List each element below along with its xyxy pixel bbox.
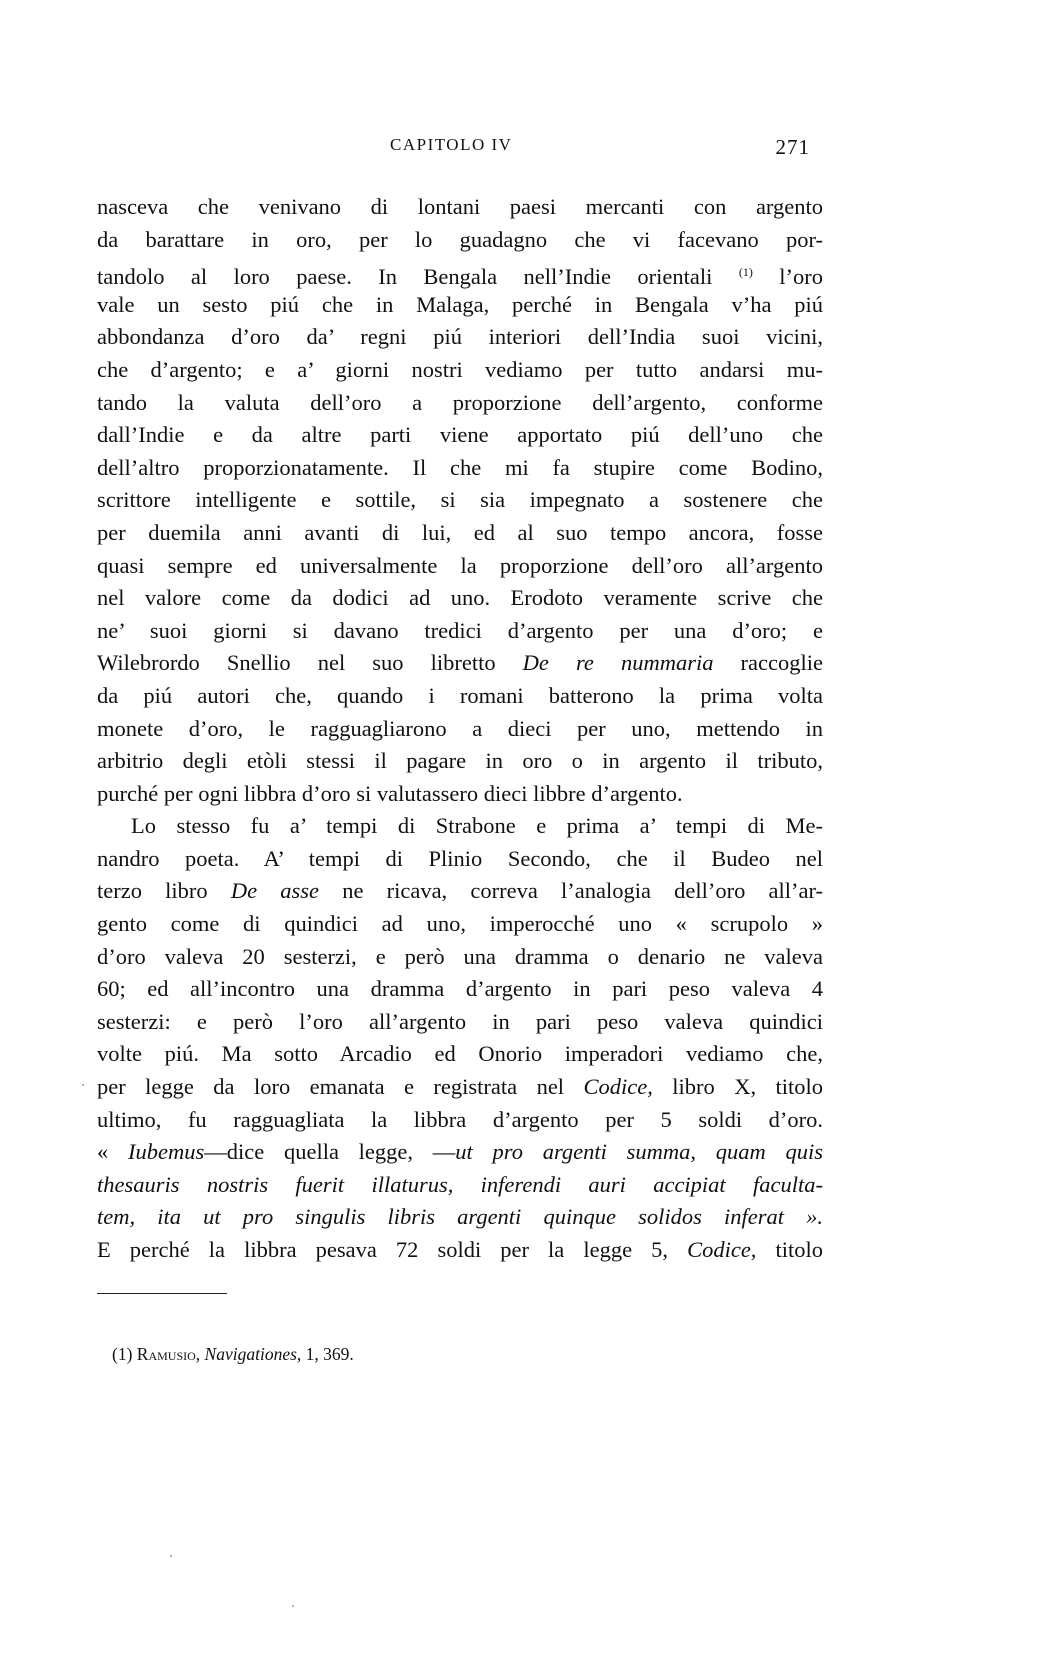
text-line xyxy=(97,647,823,680)
text-segment: titolo xyxy=(775,1237,824,1262)
text-line: ne’ suoi giorni si davano tredici d’argento per una d’oro; e xyxy=(97,617,823,643)
text-line: quasi sempre ed universalmente la proporzione dell’oro all’argento xyxy=(97,552,823,578)
text-line xyxy=(97,1136,823,1169)
text-segment: —dice quella legge, — xyxy=(204,1139,456,1165)
italic-title: Codice, xyxy=(583,1074,653,1100)
footnote-rule xyxy=(97,1293,227,1294)
text-line: 60; ed all’incontro una dramma d’argento in pari peso valeva 4 xyxy=(97,976,823,1002)
italic-title: Codice, xyxy=(687,1237,757,1262)
text-line: sesterzi: e però l’oro all’argento in pari peso valeva quindici xyxy=(97,1008,823,1034)
text-line: d’oro valeva 20 sesterzi, e però una dramma o denario ne valeva xyxy=(97,943,823,969)
text-line: dell’altro proporzionatamente. Il che mi fa stupire come Bodino, xyxy=(97,454,823,480)
text-segment: « xyxy=(97,1139,109,1165)
text-segment: terzo libro xyxy=(97,878,208,904)
running-header xyxy=(90,135,810,159)
footnote-marker: (1) xyxy=(112,1344,133,1364)
text-line: nel valore come da dodici ad uno. Erodoto veramente scrive che xyxy=(97,585,823,611)
text-line: tando la valuta dell’oro a proporzione dell’argento, conforme xyxy=(97,389,823,415)
text-line xyxy=(97,1234,823,1267)
text-segment: l’oro xyxy=(779,264,823,290)
italic-title: De asse xyxy=(230,878,319,904)
italic-quote: tem, ita ut pro singulis libris argenti quinque solidos inferat ». xyxy=(97,1204,823,1230)
text-line: volte piú. Ma sotto Arcadio ed Onorio imperadori vediamo che, xyxy=(97,1041,823,1067)
text-segment: tandolo al loro paese. In Bengala nell’Indie orientali xyxy=(97,264,713,290)
italic-title: De re nummaria xyxy=(522,650,714,676)
text-segment: E perché la libbra pesava 72 soldi per la legge 5, xyxy=(97,1237,669,1262)
text-segment: per legge da loro emanata e registrata nel xyxy=(97,1074,565,1100)
footnote-work: Navigationes, xyxy=(204,1344,302,1364)
text-line: nandro poeta. A’ tempi di Plinio Secondo, che il Budeo nel xyxy=(97,845,823,871)
text-line: vale un sesto piú che in Malaga, perché in Bengala v’ha piú xyxy=(97,291,823,317)
text-line: scrittore intelligente e sottile, si sia impegnato a sostenere che xyxy=(97,487,823,513)
text-line: da barattare in oro, per lo guadagno che vi facevano por- xyxy=(97,226,823,252)
text-line: ultimo, fu ragguagliata la libbra d’argento per 5 soldi d’oro. xyxy=(97,1106,823,1132)
text-line xyxy=(97,1071,823,1104)
page-number: 271 xyxy=(775,135,810,159)
text-line: Lo stesso fu a’ tempi di Strabone e prima a’ tempi di Me- xyxy=(131,813,823,839)
running-title: CAPITOLO IV xyxy=(390,135,513,154)
footnote xyxy=(112,1344,354,1365)
text-line: gento come di quindici ad uno, imperocché uno « scrupolo » xyxy=(97,911,823,937)
text-segment: Wilebrordo Snellio nel suo libretto xyxy=(97,650,496,676)
scan-speck xyxy=(82,1084,84,1086)
footnote-author: Ramusio, xyxy=(136,1344,201,1364)
text-segment: raccoglie xyxy=(740,650,823,676)
italic-quote: ut pro argenti summa, quam quis xyxy=(455,1139,823,1165)
text-line xyxy=(97,1201,823,1234)
text-line: che d’argento; e a’ giorni nostri vediamo per tutto andarsi mu- xyxy=(97,356,823,382)
text-line: da piú autori che, quando i romani batterono la prima volta xyxy=(97,682,823,708)
text-line: abbondanza d’oro da’ regni piú interiori dell’India suoi vicini, xyxy=(97,324,823,350)
footnote-reference[interactable]: (1) xyxy=(738,265,753,280)
scan-speck xyxy=(292,1605,294,1607)
text-segment: libro X, titolo xyxy=(672,1074,824,1100)
text-line: purché per ogni libbra d’oro si valutassero dieci libbre d’argento. xyxy=(97,780,683,806)
text-line: nasceva che venivano di lontani paesi mercanti con argento xyxy=(97,194,823,219)
text-segment: ne ricava, correva l’analogia dell’oro all’ar- xyxy=(342,878,824,904)
text-line: per duemila anni avanti di lui, ed al suo tempo ancora, fosse xyxy=(97,519,823,545)
text-line: arbitrio degli etòli stessi il pagare in oro o in argento il tributo, xyxy=(97,748,823,774)
scan-speck xyxy=(170,1555,172,1557)
main-text xyxy=(97,191,823,1267)
text-line: monete d’oro, le ragguagliarono a dieci per uno, mettendo in xyxy=(97,715,823,741)
text-line xyxy=(97,1169,823,1202)
italic-quote: Iubemus xyxy=(128,1139,205,1165)
text-line xyxy=(97,875,823,908)
footnote-ref: 1, 369. xyxy=(305,1344,354,1364)
italic-quote: thesauris nostris fuerit illaturus, inferendi auri accipiat faculta- xyxy=(97,1171,823,1197)
text-line xyxy=(97,256,823,289)
text-line: dall’Indie e da altre parti viene apportato piú dell’uno che xyxy=(97,422,823,448)
